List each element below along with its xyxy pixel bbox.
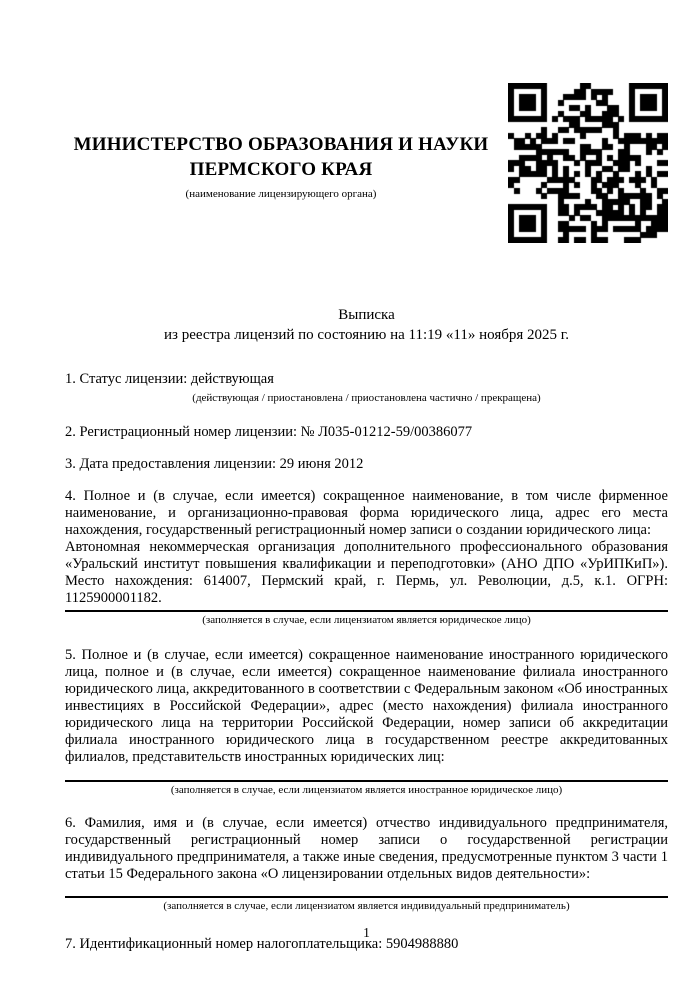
ministry-name-line1: МИНИСТЕРСТВО ОБРАЗОВАНИЯ И НАУКИ <box>73 134 489 155</box>
item-foreign-entity-text: 5. Полное и (в случае, если имеется) сокращенное наименование иностранного юридического лица, полное и (в случае, если имеется) сокращенное наименование филиала иностранного юридического лица, аккредитованного в соответствии с Федеральным законом «Об иностранных инвестициях в Российской Федерации», адрес (место нахождения) филиала иностранного юридического лица на территории Российской Федерации, номер записи об аккредитации филиала иностранного юридического лица в государственном реестре аккредитованных филиалов, представительств иностранных юридических лиц: <box>65 647 668 765</box>
qr-code <box>508 83 668 243</box>
item-license-status: 1. Статус лицензии: действующая <box>65 371 274 387</box>
item-individual-entrepreneur-caption: (заполняется в случае, если лицензиатом является индивидуальный предприниматель) <box>163 900 570 912</box>
item-registration-number: 2. Регистрационный номер лицензии: № Л035-01212-59/00386077 <box>65 424 473 440</box>
licensing-authority-caption: (наименование лицензирующего органа) <box>185 188 377 200</box>
qr-code-image <box>508 83 668 243</box>
item-legal-entity-value: Автономная некоммерческая организация дополнительного профессионального образования «Уральский институт повышения квалификации и переподготовки» (АНО ДПО «УрИПКиП»). Место нахождения: 614007, Пермский край, г. Пермь, ул. Революции, д.5, к.1. ОГРН: 1125900001182. <box>65 539 668 606</box>
legal-entity-fill-line <box>65 610 668 612</box>
item-grant-date: 3. Дата предоставления лицензии: 29 июня 2012 <box>65 456 364 472</box>
licensing-authority-block <box>65 132 497 201</box>
item-legal-entity-text: 4. Полное и (в случае, если имеется) сокращенное наименование, в том числе фирменное наименование, и организационно-правовая форма юридического лица, адрес его места нахождения, государственный регистрационный номер записи о создании юридического лица: <box>65 488 668 538</box>
page-number: 1 <box>363 925 370 940</box>
document-title: Выписка <box>338 307 395 323</box>
item-individual-entrepreneur-text: 6. Фамилия, имя и (в случае, если имеется) отчество индивидуального предпринимателя, государственный регистрационный номер записи о государственной регистрации индивидуального предпринимателя, а также иные сведения, предусмотренные пунктом 3 части 1 статьи 15 Федерального закона «О лицензировании отдельных видов деятельности»: <box>65 815 668 882</box>
item-license-status-caption: (действующая / приостановлена / приостановлена частично / прекращена) <box>192 392 541 404</box>
document-subtitle: из реестра лицензий по состоянию на 11:19 «11» ноября 2025 г. <box>164 327 569 343</box>
ministry-name-line2: ПЕРМСКОГО КРАЯ <box>189 159 373 180</box>
individual-entrepreneur-fill-line <box>65 896 668 898</box>
foreign-entity-fill-line <box>65 780 668 782</box>
item-taxpayer-number: 7. Идентификационный номер налогоплательщика: 5904988880 <box>65 936 459 952</box>
item-legal-entity-caption: (заполняется в случае, если лицензиатом является юридическое лицо) <box>202 614 531 626</box>
document-header <box>65 0 668 243</box>
item-foreign-entity-caption: (заполняется в случае, если лицензиатом является иностранное юридическое лицо) <box>170 784 563 796</box>
document-title-block <box>65 305 668 345</box>
